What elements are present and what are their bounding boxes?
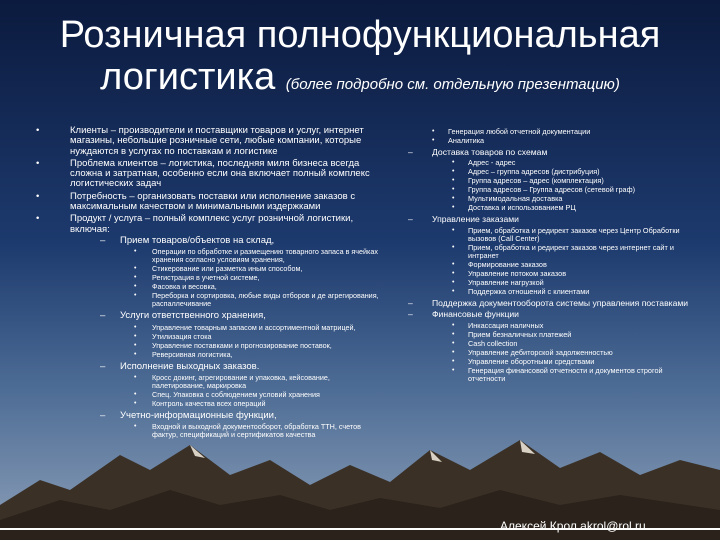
list-item (100, 362, 381, 408)
bullet-text: Утилизация стока (152, 331, 212, 341)
list-item (134, 374, 381, 390)
list-item (134, 265, 381, 273)
bullet-marker: – (100, 310, 106, 322)
bullet-text: Инкассация наличных (468, 320, 544, 330)
list-item (36, 214, 381, 439)
list-item (100, 311, 381, 358)
bullet-marker: • (134, 423, 137, 431)
bullet-marker: • (452, 177, 455, 185)
bullet-text: Входной и выходной документооборот, обработка ТТН, счетов фактур, спецификаций и сертификатов качества (152, 422, 361, 440)
bullet-marker: • (36, 190, 40, 202)
list-item (134, 283, 381, 291)
bullet-marker: • (134, 399, 137, 407)
bullet-text: Мультимодальная доставка (468, 194, 563, 204)
list-item (408, 299, 693, 308)
list-item (452, 331, 693, 339)
list-item (36, 126, 381, 157)
bullet-text: Группа адресов – Группа адресов (сетевой граф) (468, 185, 636, 195)
sub-list (432, 227, 693, 296)
bullet-text: Группа адресов – адрес (комплектация) (468, 176, 604, 186)
list-item (452, 195, 693, 203)
bullet-text: Проблема клиентов – логистика, последняя миля бизнеса всегда сложна и затратная, особенно если она включает полный комплекс логистических задач (70, 157, 370, 190)
bullet-marker: • (134, 292, 137, 300)
bullet-marker: – (100, 360, 106, 372)
right-top-list (412, 128, 693, 145)
title-line-2 (0, 56, 720, 106)
bullet-marker: • (452, 159, 455, 167)
bullet-marker: • (452, 186, 455, 194)
bullet-text: Прием, обработка и редирект заказов через интернет сайт и интранет (468, 242, 674, 260)
sub-list (432, 322, 693, 383)
bullet-marker: • (452, 269, 455, 277)
list-item (452, 168, 693, 176)
title-note: (более подробно см. отдельную презентацию) (285, 76, 620, 93)
bullet-text: Услуги ответственного хранения, (120, 310, 266, 322)
bullet-text: Доставка и использованием РЦ (468, 203, 576, 213)
list-item (134, 351, 381, 359)
bullet-marker: • (36, 125, 40, 136)
bullet-marker: • (452, 204, 455, 212)
bullet-text: Переборка и сортировка, любые виды отборов и де агрегирования, распаллечивание (152, 291, 379, 309)
bullet-marker: • (452, 339, 455, 347)
list-item (408, 310, 693, 382)
list-item (452, 186, 693, 194)
bullet-marker: • (452, 243, 455, 251)
bullet-marker: – (100, 234, 106, 246)
list-item (432, 137, 693, 145)
bullet-marker: • (432, 128, 435, 135)
bullet-text: Доставка товаров по схемам (432, 147, 548, 157)
list-item (134, 274, 381, 282)
bullet-marker: • (452, 366, 455, 374)
bullet-marker: • (134, 283, 137, 291)
bullet-marker: • (452, 260, 455, 268)
bullet-text: Реверсивная логистика, (152, 349, 233, 359)
list-item (134, 333, 381, 341)
bullet-text: Поддержка документооборота системы управления поставками (432, 297, 689, 308)
list-item (452, 279, 693, 287)
bullet-text: Прием товаров/объектов на склад, (120, 234, 275, 246)
list-item (452, 227, 693, 243)
list-item (452, 288, 693, 296)
bullet-text: Адрес – группа адресов (дистрибуция) (468, 167, 600, 177)
list-item (134, 248, 381, 264)
bullet-text: Потребность – организовать поставки или исполнение заказов с максимальным качеством и минимальными издержками (70, 190, 356, 213)
right-bullet-list (408, 148, 693, 383)
bullet-text: Операции по обработке и размещению товарного запаса в ячейках хранения согласно условиям хранения, (152, 247, 378, 265)
bullet-marker: • (452, 348, 455, 356)
list-item (432, 128, 693, 136)
list-item (134, 342, 381, 350)
bullet-text: Контроль качества всех операций (152, 398, 266, 408)
list-item (134, 400, 381, 408)
bullet-marker: • (452, 278, 455, 286)
bullet-marker: • (134, 390, 137, 398)
bullet-marker: – (100, 409, 106, 421)
list-item (452, 204, 693, 212)
sub-sub-list (120, 248, 381, 308)
bullet-text: Генерация финансовой отчетности и документов строгой отчетности (468, 365, 663, 383)
bullet-text: Регистрация в учетной системе, (152, 273, 260, 283)
bullet-text: Генерация любой отчетной документации (448, 127, 591, 136)
list-item (36, 159, 381, 190)
bullet-text: Продукт / услуга – полный комплекс услуг розничной логистики, включая: (70, 213, 354, 235)
bullet-marker: – (408, 297, 413, 308)
author-credit: Алексей Крол akrol@rol.ru (500, 519, 646, 533)
bullet-text: Управление дебиторской задолженностью (468, 347, 613, 357)
list-item (452, 358, 693, 366)
bullet-text: Управление заказами (432, 214, 519, 225)
bullet-marker: – (408, 147, 413, 157)
bullet-text: Стикерование или разметка иным способом, (152, 264, 303, 274)
bullet-text: Управление поставками и прогнозирование поставок, (152, 340, 332, 350)
bullet-marker: • (36, 157, 40, 169)
list-item (452, 322, 693, 330)
list-item (134, 292, 381, 308)
bullet-marker: • (452, 195, 455, 203)
bullet-marker: • (432, 137, 435, 144)
list-item (452, 340, 693, 348)
list-item (452, 159, 693, 167)
sub-list (70, 236, 381, 439)
bullet-marker: – (408, 309, 413, 320)
sub-sub-list (120, 324, 381, 359)
bullet-marker: • (134, 323, 137, 331)
bullet-marker: • (452, 330, 455, 338)
bullet-text: Управление нагрузкой (468, 277, 544, 287)
list-item (452, 261, 693, 269)
bullet-marker: • (452, 287, 455, 295)
list-item (452, 177, 693, 185)
bullet-marker: • (134, 265, 137, 273)
list-item (452, 244, 693, 260)
bullet-marker: • (452, 321, 455, 329)
sub-sub-list (120, 374, 381, 408)
bullet-marker: – (408, 214, 413, 225)
bullet-text: Исполнение выходных заказов. (120, 360, 260, 372)
list-item (452, 367, 693, 383)
list-item (100, 236, 381, 308)
left-column (36, 126, 381, 442)
bullet-marker: • (134, 341, 137, 349)
bullet-text: Финансовые функции (432, 309, 519, 320)
bullet-text: Спец. Упаковка с соблюдением условий хранения (152, 389, 320, 399)
bullet-marker: • (452, 357, 455, 365)
bullet-text: Управление потоком заказов (468, 268, 567, 278)
bullet-text: Управление оборотными средствами (468, 356, 595, 366)
list-item (452, 270, 693, 278)
bullet-marker: • (36, 213, 40, 225)
bullet-marker: • (134, 248, 137, 256)
title-main-word: логистика (100, 56, 276, 98)
bullet-marker: • (134, 274, 137, 282)
list-item (134, 391, 381, 399)
title-line-1: Розничная полнофункциональная (59, 14, 661, 56)
slide-title (0, 14, 720, 106)
list-item (36, 192, 381, 213)
bullet-marker: • (134, 373, 137, 381)
list-item (134, 324, 381, 332)
bullet-text: Адрес - адрес (468, 158, 516, 168)
right-column (408, 126, 693, 386)
bullet-marker: • (134, 332, 137, 340)
bullet-text: Учетно-информационные функции, (120, 409, 277, 421)
bullet-text: Клиенты – производители и поставщики товаров и услуг, интернет магазины, небольшие розничные сети, любые компании, которые нуждаются в услугах по поставкам и логистике (70, 125, 364, 157)
bullet-text: Прием безналичных платежей (468, 329, 572, 339)
left-bullet-list (36, 126, 381, 439)
bullet-text: Управление товарным запасом и ассортиментной матрицей, (152, 322, 356, 332)
bullet-text: Прием, обработка и редирект заказов через Центр Обработки вызовов (Call Center) (468, 225, 680, 243)
bullet-text: Поддержка отношений с клиентами (468, 286, 590, 296)
list-item (408, 148, 693, 212)
bullet-text: Фасовка и весовка, (152, 282, 217, 292)
bullet-text: Формирование заказов (468, 259, 547, 269)
bullet-marker: • (452, 168, 455, 176)
bullet-marker: • (134, 350, 137, 358)
bullet-marker: • (452, 226, 455, 234)
sub-list (432, 159, 693, 212)
bullet-text: Кросс докинг, агрегирование и упаковка, кейсование, палетирование, маркировка (152, 372, 330, 390)
list-item (408, 215, 693, 295)
bullet-text: Cash collection (468, 338, 518, 348)
bullet-text: Аналитика (448, 136, 485, 145)
list-item (452, 349, 693, 357)
